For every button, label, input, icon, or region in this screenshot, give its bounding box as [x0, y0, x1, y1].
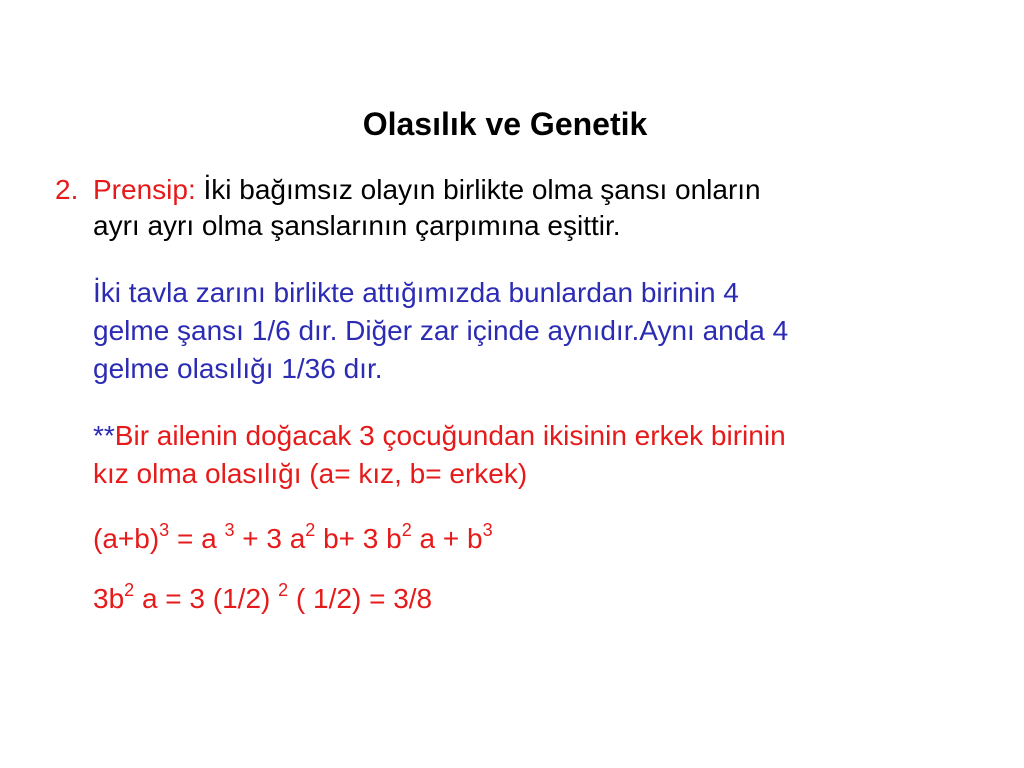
- principle-label: Prensip:: [93, 174, 196, 205]
- formula-part: + 3 a: [234, 523, 306, 554]
- family-example-line-2: kız olma olasılığı (a= kız, b= erkek): [93, 458, 528, 489]
- result-exponent: 2: [124, 580, 135, 600]
- slide-title: Olasılık ve Genetik: [362, 106, 648, 142]
- principle-text-2: ayrı ayrı olma şanslarının çarpımına eşittir.: [93, 210, 621, 241]
- family-example-text-1: Bir ailenin doğacak 3 çocuğundan ikisinin erkek birinin: [114, 420, 786, 451]
- dice-example: [93, 274, 973, 388]
- dice-example-line-1: İki tavla zarını birlikte attığımızda bunlardan birinin 4: [93, 277, 739, 308]
- principle-text-1: İki bağımsız olayın birlikte olma şansı onların: [195, 174, 761, 205]
- formula-exponent: 3: [482, 520, 493, 540]
- formula-exponent: 3: [159, 520, 170, 540]
- result-part: ( 1/2) = 3/8: [288, 583, 433, 614]
- result-exponent: 2: [278, 580, 289, 600]
- dice-example-line-3: gelme olasılığı 1/36 dır.: [93, 353, 383, 384]
- principle-line-1: [55, 172, 955, 208]
- stars-marker: **: [93, 420, 115, 451]
- formula-exponent: 2: [401, 520, 412, 540]
- formula-part: b+ 3 b: [315, 523, 402, 554]
- principle-number: 2.: [55, 174, 79, 205]
- result-part: a = 3 (1/2): [134, 583, 279, 614]
- binomial-formula: [93, 520, 973, 558]
- probability-result: [93, 580, 973, 618]
- formula-part: = a: [169, 523, 225, 554]
- formula-part: (a+b): [93, 523, 160, 554]
- formula-part: a + b: [411, 523, 483, 554]
- result-part: 3b: [93, 583, 125, 614]
- formula-exponent: 3: [224, 520, 235, 540]
- family-example: [93, 417, 973, 493]
- formula-exponent: 2: [305, 520, 316, 540]
- dice-example-line-2: gelme şansı 1/6 dır. Diğer zar içinde aynıdır.Aynı anda 4: [93, 315, 789, 346]
- family-example-line-1: [93, 417, 973, 455]
- principle-block: [55, 172, 955, 244]
